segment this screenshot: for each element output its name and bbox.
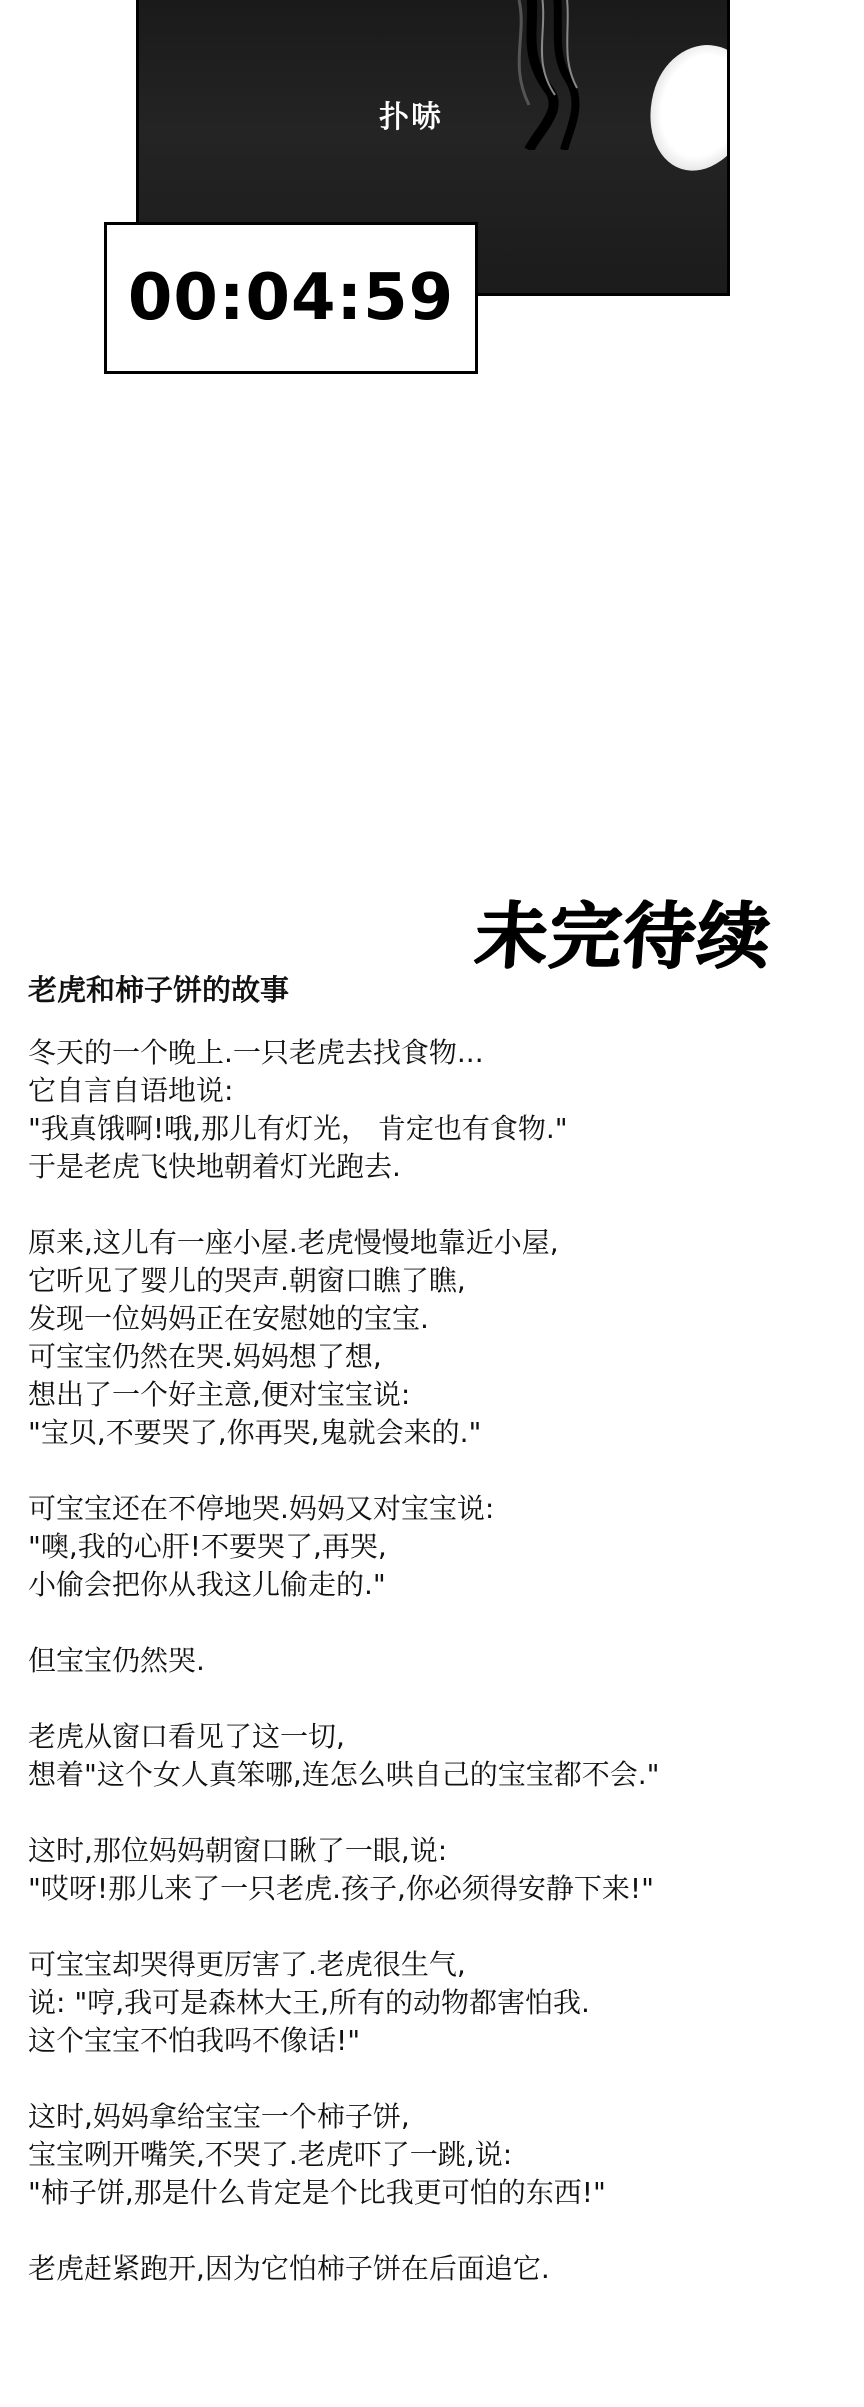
story-line: 可宝宝仍然在哭.妈妈想了想, <box>28 1340 382 1373</box>
hair-strands-illustration <box>469 0 669 150</box>
story-paragraph <box>28 1718 848 1794</box>
to-be-continued-text: 未完待续 <box>472 894 775 978</box>
story-paragraph <box>28 1832 848 1908</box>
story-line: 它自言自语地说: <box>28 1074 234 1107</box>
sound-effect-text: 扑哧 <box>379 100 443 135</box>
story-paragraph <box>28 2098 848 2212</box>
story-section <box>28 968 848 2326</box>
story-line: 原来,这儿有一座小屋.老虎慢慢地靠近小屋, <box>28 1226 559 1259</box>
story-line: 宝宝咧开嘴笑,不哭了.老虎吓了一跳,说: <box>28 2138 513 2171</box>
story-line: "宝贝,不要哭了,你再哭,鬼就会来的." <box>28 1416 482 1449</box>
story-paragraph <box>28 1946 848 2060</box>
story-line: "哎呀!那儿来了一只老虎.孩子,你必须得安静下来!" <box>28 1872 655 1905</box>
story-paragraph <box>28 2250 848 2288</box>
story-paragraph <box>28 1224 848 1452</box>
story-line: 但宝宝仍然哭. <box>28 1644 205 1677</box>
story-line: 于是老虎飞快地朝着灯光跑去. <box>28 1150 401 1183</box>
story-line: 老虎赶紧跑开,因为它怕柿子饼在后面追它. <box>28 2252 550 2285</box>
countdown-timer-text: 00:04:59 <box>127 261 455 335</box>
story-line: 这个宝宝不怕我吗不像话!" <box>28 2024 361 2057</box>
countdown-timer-box <box>104 222 478 374</box>
story-line: 冬天的一个晚上.一只老虎去找食物... <box>28 1036 484 1069</box>
story-paragraph <box>28 1642 848 1680</box>
story-line: 老虎从窗口看见了这一切, <box>28 1720 345 1753</box>
story-line: 可宝宝却哭得更厉害了.老虎很生气, <box>28 1948 466 1981</box>
story-line: 说: "哼,我可是森林大王,所有的动物都害怕我. <box>28 1986 590 2019</box>
story-line: 小偷会把你从我这儿偷走的." <box>28 1568 386 1601</box>
story-line: 这时,妈妈拿给宝宝一个柿子饼, <box>28 2100 410 2133</box>
story-paragraph <box>28 1490 848 1604</box>
story-line: 想着"这个女人真笨哪,连怎么哄自己的宝宝都不会." <box>28 1758 660 1791</box>
story-line: 可宝宝还在不停地哭.妈妈又对宝宝说: <box>28 1492 495 1525</box>
story-line: "噢,我的心肝!不要哭了,再哭, <box>28 1530 387 1563</box>
story-line: "我真饿啊!哦,那儿有灯光， 肯定也有食物." <box>28 1112 568 1145</box>
story-line: 发现一位妈妈正在安慰她的宝宝. <box>28 1302 429 1335</box>
story-line: 这时,那位妈妈朝窗口瞅了一眼,说: <box>28 1834 448 1867</box>
story-line: 它听见了婴儿的哭声.朝窗口瞧了瞧, <box>28 1264 466 1297</box>
story-line: "柿子饼,那是什么肯定是个比我更可怕的东西!" <box>28 2176 606 2209</box>
story-title: 老虎和柿子饼的故事 <box>28 973 290 1007</box>
story-paragraph <box>28 1034 848 1186</box>
story-line: 想出了一个好主意,便对宝宝说: <box>28 1378 411 1411</box>
